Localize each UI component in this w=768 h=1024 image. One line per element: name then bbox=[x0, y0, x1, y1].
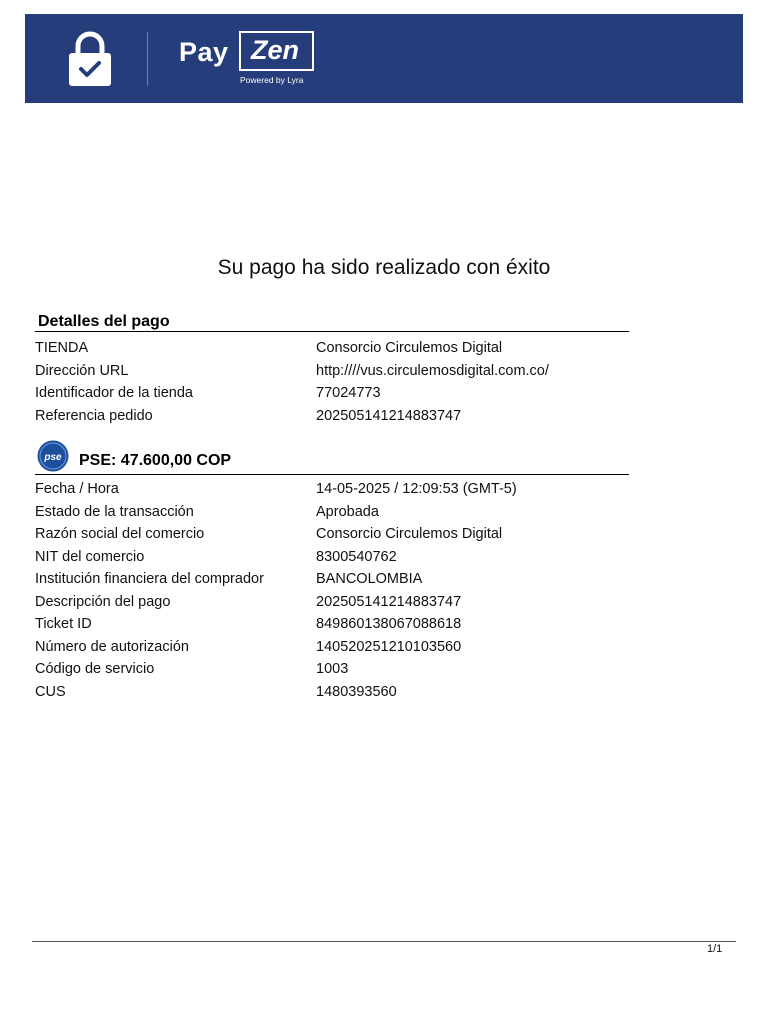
transaction-detail-value: 14-05-2025 / 12:09:53 (GMT-5) bbox=[316, 481, 517, 497]
transaction-detail-row bbox=[35, 504, 635, 524]
payment-detail-row bbox=[35, 340, 635, 360]
payment-details-heading: Detalles del pago bbox=[35, 313, 629, 332]
transaction-detail-value: 1480393560 bbox=[316, 683, 397, 700]
pse-logo-icon bbox=[37, 440, 69, 472]
payment-detail-row bbox=[35, 408, 635, 428]
transaction-detail-value: 849860138067088618 bbox=[316, 616, 462, 632]
transaction-detail-row bbox=[35, 571, 635, 591]
footer-divider bbox=[32, 941, 736, 942]
transaction-detail-value: 202505141214883747 bbox=[316, 593, 462, 610]
transaction-detail-label: NIT del comercio bbox=[35, 548, 145, 565]
transaction-detail-value: Aprobada bbox=[316, 503, 379, 520]
transaction-amount: PSE: 47.600,00 COP bbox=[79, 452, 232, 469]
payment-detail-label: Referencia pedido bbox=[35, 407, 153, 424]
logo-pay-text: Pay bbox=[179, 37, 229, 67]
payment-detail-value: 202505141214883747 bbox=[316, 407, 462, 424]
transaction-detail-row bbox=[35, 684, 635, 704]
payment-detail-row bbox=[35, 385, 635, 405]
payment-detail-value: 77024773 bbox=[316, 385, 381, 401]
payment-detail-label: Identificador de la tienda bbox=[35, 385, 193, 401]
payzen-logo bbox=[179, 30, 329, 90]
transaction-detail-label: Fecha / Hora bbox=[35, 481, 119, 497]
transaction-detail-row bbox=[35, 481, 635, 501]
transaction-detail-row bbox=[35, 594, 635, 614]
lock-check-icon bbox=[68, 31, 112, 87]
payment-detail-value: http:////vus.circulemosdigital.com.co/ bbox=[316, 362, 549, 379]
transaction-detail-value: Consorcio Circulemos Digital bbox=[316, 526, 503, 542]
payment-detail-label: Dirección URL bbox=[35, 362, 129, 379]
transaction-detail-row bbox=[35, 526, 635, 546]
transaction-detail-row bbox=[35, 616, 635, 636]
transaction-detail-label: Descripción del pago bbox=[35, 593, 171, 610]
transaction-detail-row bbox=[35, 661, 635, 681]
transaction-detail-label: Estado de la transacción bbox=[35, 503, 194, 520]
transaction-detail-value: 8300540762 bbox=[316, 548, 397, 565]
page-title: Su pago ha sido realizado con éxito bbox=[217, 256, 551, 279]
transaction-detail-value: 1003 bbox=[316, 661, 349, 677]
transaction-detail-value: BANCOLOMBIA bbox=[316, 571, 423, 587]
transaction-detail-label: Número de autorización bbox=[35, 638, 189, 655]
logo-tagline: Powered by Lyra bbox=[240, 75, 304, 85]
transaction-detail-row bbox=[35, 639, 635, 659]
transaction-detail-label: Código de servicio bbox=[35, 661, 155, 677]
payment-detail-value: Consorcio Circulemos Digital bbox=[316, 340, 503, 356]
logo-zen-text: Zen bbox=[251, 35, 300, 65]
transaction-heading bbox=[35, 440, 629, 475]
pse-logo-text: pse bbox=[44, 452, 62, 463]
banner-divider bbox=[147, 32, 148, 86]
transaction-detail-row bbox=[35, 549, 635, 569]
payment-detail-row bbox=[35, 363, 635, 383]
transaction-detail-label: Institución financiera del comprador bbox=[35, 571, 264, 587]
payment-detail-label: TIENDA bbox=[35, 340, 89, 356]
transaction-detail-label: Ticket ID bbox=[35, 616, 92, 632]
payzen-banner bbox=[25, 14, 743, 103]
transaction-detail-label: CUS bbox=[35, 683, 66, 700]
transaction-detail-label: Razón social del comercio bbox=[35, 526, 205, 542]
page-number: 1/1 bbox=[707, 943, 723, 955]
transaction-detail-value: 140520251210103560 bbox=[316, 638, 462, 655]
